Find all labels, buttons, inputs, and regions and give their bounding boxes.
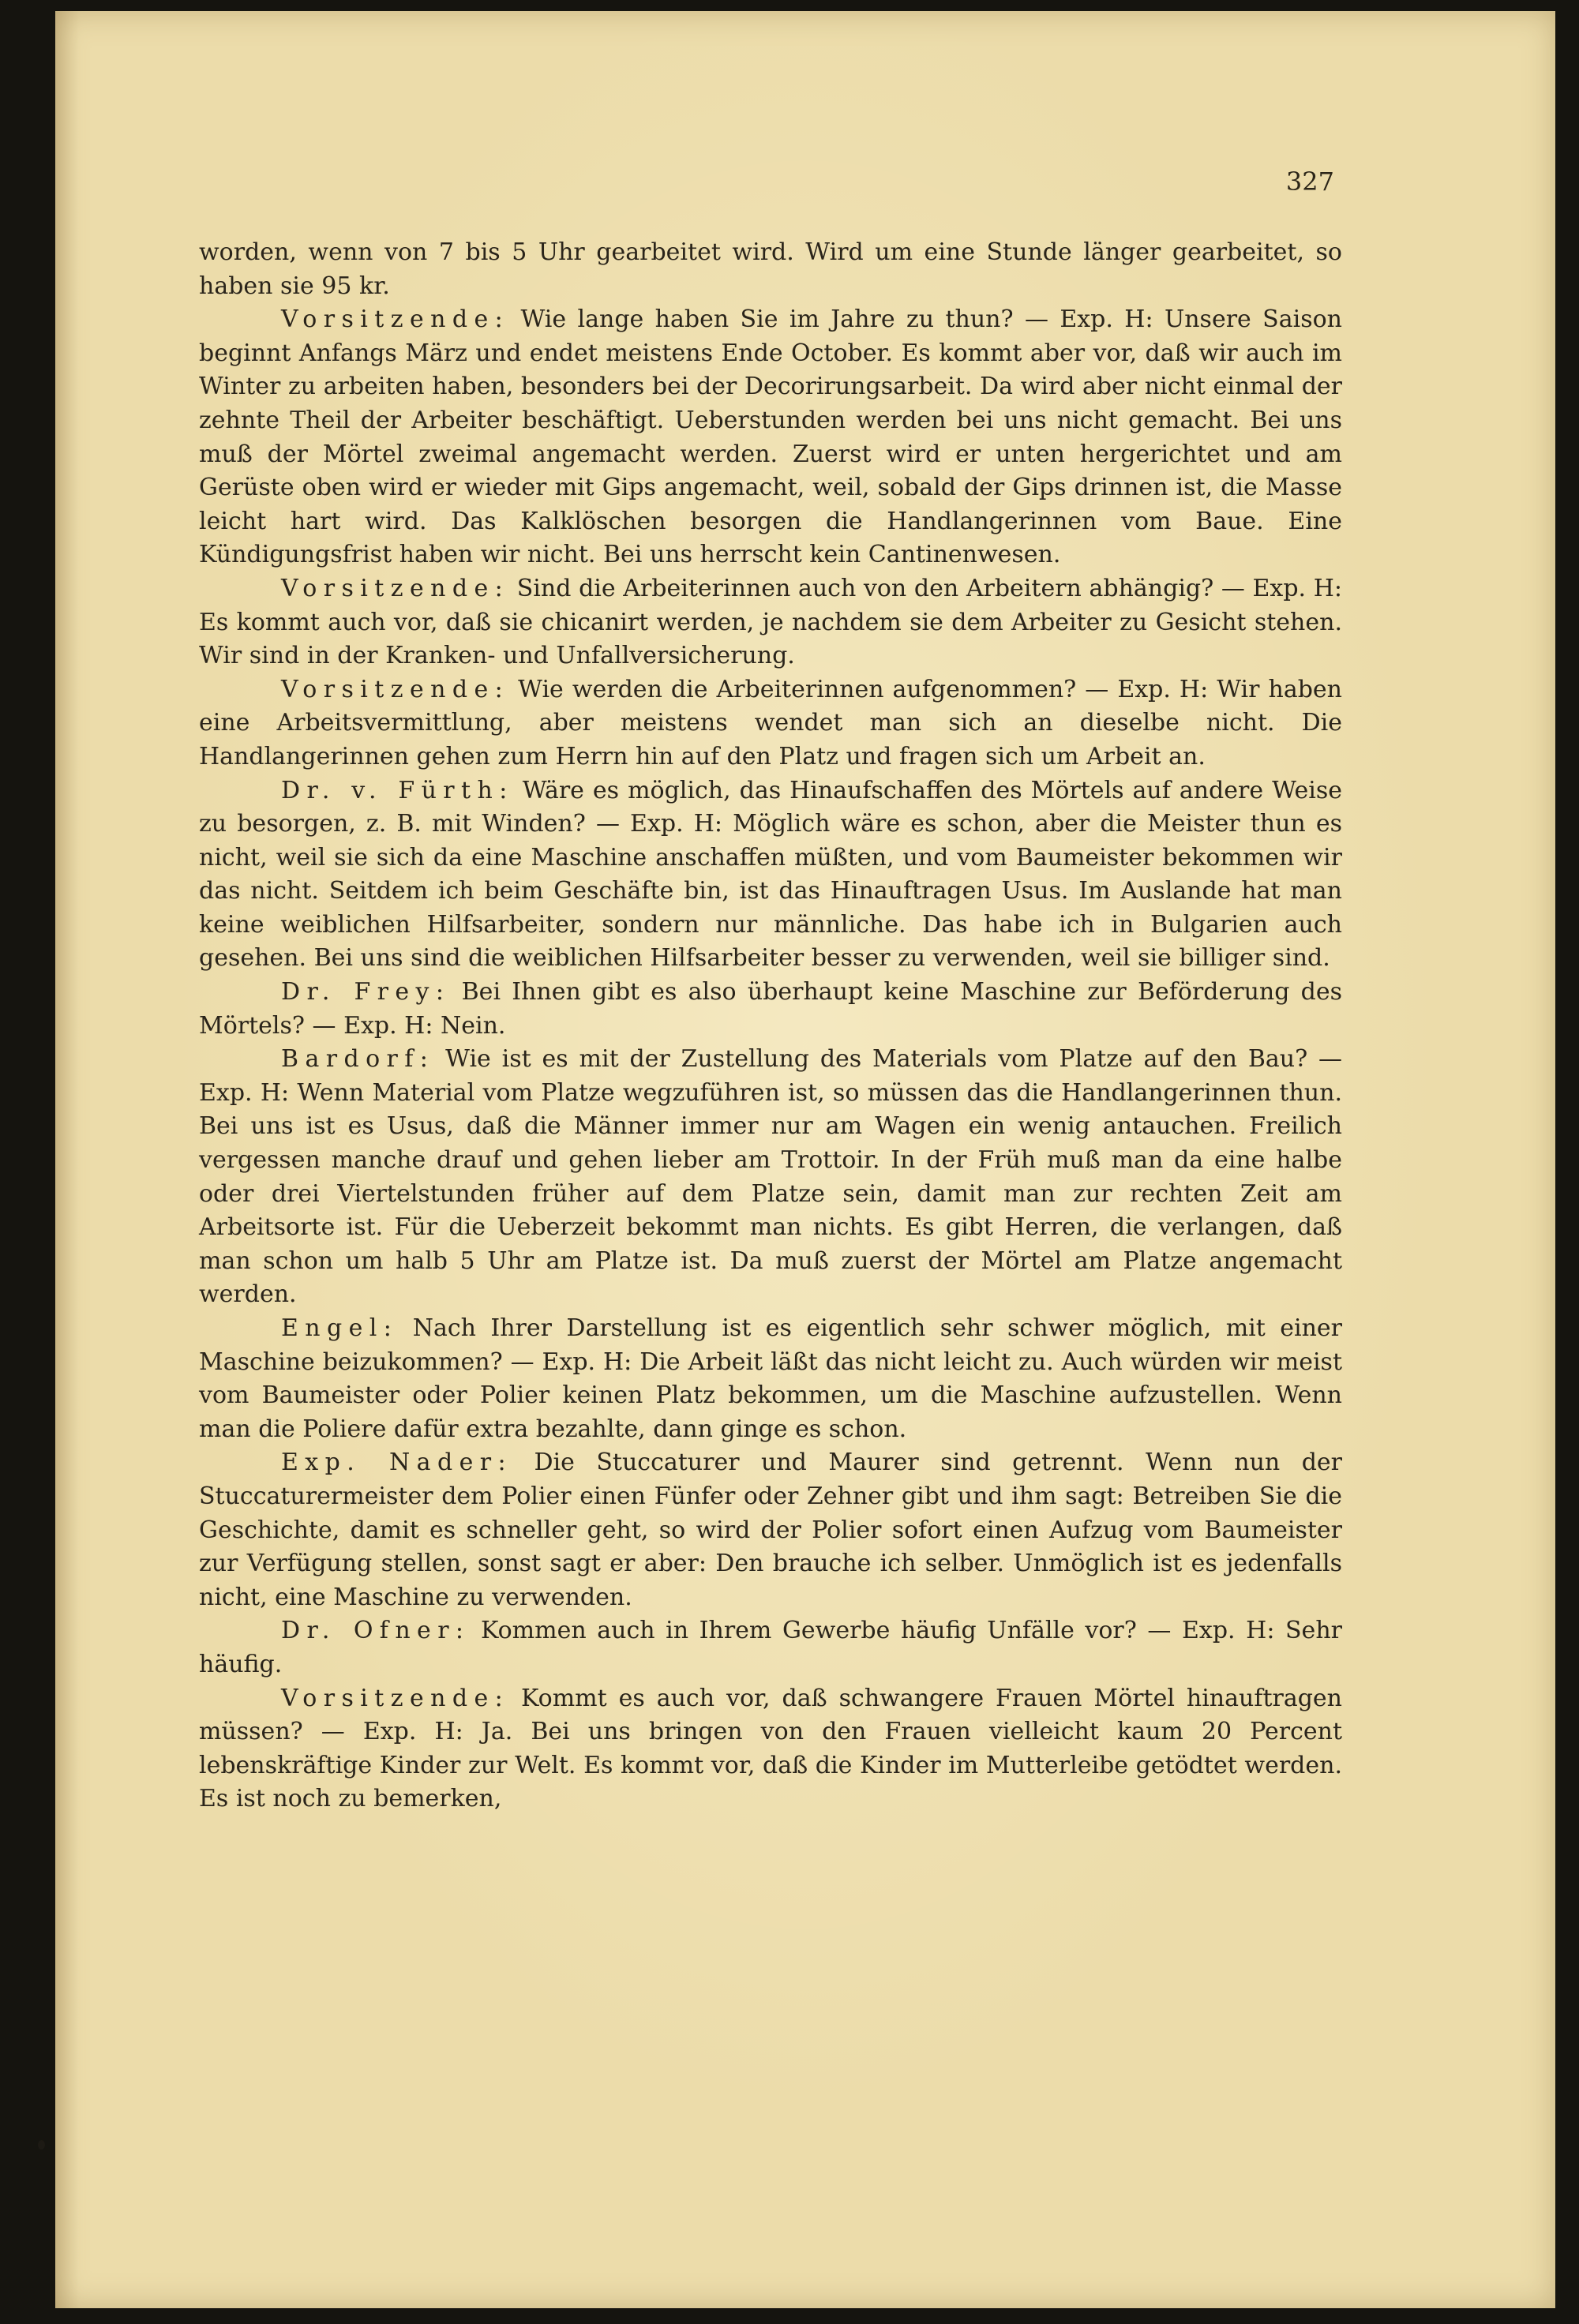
speaker-name: Vorsitzende: xyxy=(281,1684,510,1712)
paragraph-text: Sind die Arbeiterinnen auch von den Arbeitern abhängig? — Exp. H: Es kommt auch vor, daß sie chicanirt werden, je nachdem sie dem Arbeiter zu Gesicht stehen. Wir sind in der Kranken- und Unfallversicherung. xyxy=(199,574,1342,670)
paragraph-text: Wie lange haben Sie im Jahre zu thun? — Exp. H: Unsere Saison beginnt Anfangs März und endet meistens Ende October. Es kommt aber vor, daß wir auch im Winter zu arbeiten haben, besonders bei der Decorirungsarbeit. Da wird aber nicht einmal der zehnte Theil der Arbeiter beschäftigt. Ueberstunden werden bei uns nicht gemacht. Bei uns muß der Mörtel zweimal angemacht werden. Zuerst wird er unten hergerichtet und am Gerüste oben wird er wieder mit Gips angemacht, weil, sobald der Gips drinnen ist, die Masse leicht hart wird. Das Kalklöschen besorgen die Handlangerinnen vom Baue. Eine Kündigungsfrist haben wir nicht. Bei uns herrscht kein Cantinenwesen. xyxy=(199,305,1342,569)
speaker-name: Engel: xyxy=(281,1314,399,1342)
speaker-name: Dr. Frey: xyxy=(281,978,451,1006)
speaker-name: Dr. Ofner: xyxy=(281,1617,471,1645)
paragraph xyxy=(199,1043,1342,1312)
paragraph-text: Wäre es möglich, das Hinaufschaffen des Mörtels auf andere Weise zu besorgen, z. B. mit Winden? — Exp. H: Möglich wäre es schon, aber die Meister thun es nicht, weil sie sich da eine Maschine anschaffen müßten, und vom Baumeister bekommen wir das nicht. Seitdem ich beim Geschäfte bin, ist das Hinauftragen Usus. Im Auslande hat man keine weiblichen Hilfsarbeiter, sondern nur männliche. Das habe ich in Bulgarien auch gesehen. Bei uns sind die weiblichen Hilfsarbeiter besser zu verwenden, weil sie billiger sind. xyxy=(199,776,1342,973)
paragraph xyxy=(199,1312,1342,1446)
paragraph-text: Wie werden die Arbeiterinnen aufgenommen? — Exp. H: Wir haben eine Arbeitsvermittlung, aber meistens wendet man sich an dieselbe nicht. Die Handlangerinnen gehen zum Herrn hin auf den Platz und fragen sich um Arbeit an. xyxy=(199,675,1342,770)
paragraph xyxy=(199,673,1342,774)
paragraph xyxy=(199,572,1342,673)
paragraph-text: Kommen auch in Ihrem Gewerbe häufig Unfälle vor? — Exp. H: Sehr häufig. xyxy=(199,1617,1342,1678)
paragraph xyxy=(199,236,1342,303)
paragraph xyxy=(199,976,1342,1043)
ink-spot xyxy=(38,2140,45,2150)
paragraph-text: Kommt es auch vor, daß schwangere Frauen Mörtel hinauftragen müssen? — Exp. H: Ja. Bei uns bringen von den Frauen vielleicht kaum 20 Percent lebenskräftige Kinder zur Welt. Es kommt vor, daß die Kinder im Mutterleibe getödtet werden. Es ist noch zu bemerken, xyxy=(199,1684,1342,1813)
body-text xyxy=(199,236,1342,1816)
speaker-name: Exp. Nader: xyxy=(281,1449,512,1477)
paragraph xyxy=(199,1614,1342,1681)
speaker-name: Bardorf: xyxy=(281,1045,435,1074)
book-page xyxy=(55,11,1555,2308)
page-number: 327 xyxy=(1285,167,1334,197)
paragraph xyxy=(199,1446,1342,1614)
paragraph-text: Bei Ihnen gibt es also überhaupt keine Maschine zur Beförderung des Mörtels? — Exp. H: Nein. xyxy=(199,978,1342,1040)
paragraph-text: Wie ist es mit der Zustellung des Materials vom Platze auf den Bau? — Exp. H: Wenn Material vom Platze wegzuführen ist, so müssen das die Handlangerinnen thun. Bei uns ist es Usus, daß die Männer immer nur am Wagen ein wenig antauchen. Freilich vergessen manche drauf und gehen lieber am Trottoir. In der Früh muß man da eine halbe oder drei Viertelstunden früher auf dem Platze sein, damit man zur rechten Zeit am Arbeitsorte ist. Für die Ueberzeit bekommt man nichts. Es gibt Herren, die verlangen, daß man schon um halb 5 Uhr am Platze ist. Da muß zuerst der Mörtel am Platze angemacht werden. xyxy=(199,1045,1342,1309)
speaker-name: Vorsitzende: xyxy=(281,305,510,334)
paragraph xyxy=(199,774,1342,976)
paragraph xyxy=(199,303,1342,572)
paragraph-text: Nach Ihrer Darstellung ist es eigentlich sehr schwer möglich, mit einer Maschine beizukommen? — Exp. H: Die Arbeit läßt das nicht leicht zu. Auch würden wir meist vom Baumeister oder Polier keinen Platz bekommen, um die Maschine aufzustellen. Wenn man die Poliere dafür extra bezahlte, dann ginge es schon. xyxy=(199,1314,1342,1443)
paragraph-text: worden, wenn von 7 bis 5 Uhr gearbeitet wird. Wird um eine Stunde länger gearbeitet, so haben sie 95 kr. xyxy=(199,238,1342,300)
paragraph xyxy=(199,1682,1342,1816)
speaker-name: Vorsitzende: xyxy=(281,574,510,602)
paragraph-text: Die Stuccaturer und Maurer sind getrennt. Wenn nun der Stuccaturermeister dem Polier einen Fünfer oder Zehner gibt und ihm sagt: Betreiben Sie die Geschichte, damit es schneller geht, so wird der Polier sofort einen Aufzug vom Baumeister zur Verfügung stellen, sonst sagt er aber: Den brauche ich selber. Unmöglich ist es jedenfalls nicht, eine Maschine zu verwenden. xyxy=(199,1449,1342,1611)
speaker-name: Vorsitzende: xyxy=(281,675,510,703)
speaker-name: Dr. v. Fürth: xyxy=(281,776,514,804)
